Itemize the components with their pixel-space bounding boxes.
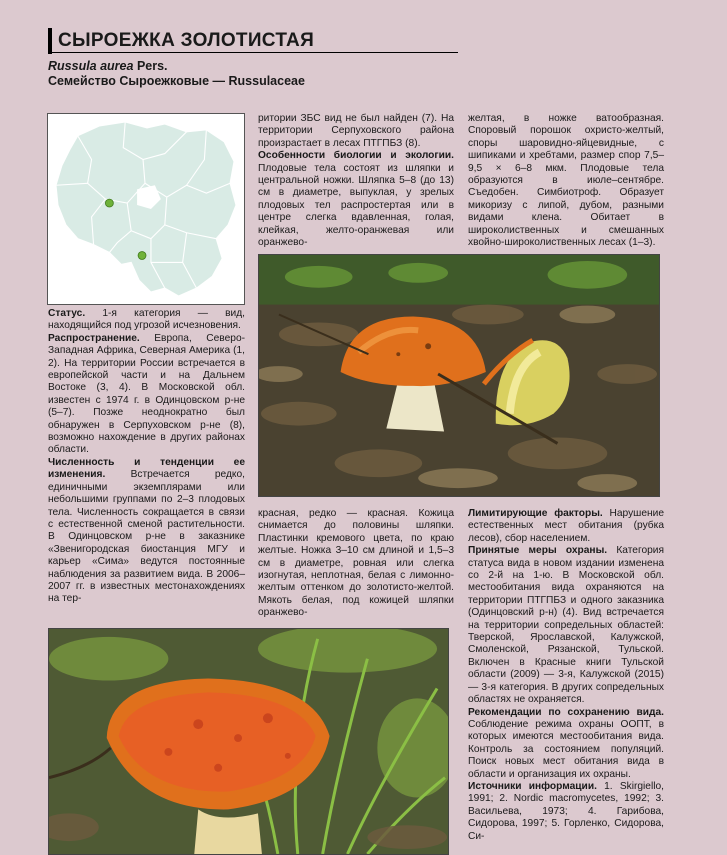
header	[48, 28, 458, 88]
col3-text: желтая, в ножке ватообразная. Споровый порошок охристо-желтый, споры шаровидно-яйцевидные, с шипиками и хребтами, размер спор 7,5–9,5 × 6–8 мкм. Плодовые тела образуются в июле–сентябре. Съедобен. Симбиотроф. Образует микоризу с липой, дубом, разными видами клена. Обитает в широколиственных и смешанных хвойно-широколиственных лесах (1–3).	[468, 113, 664, 249]
biology-paragraph	[258, 150, 454, 249]
limit-heading: Лимитирующие факторы.	[468, 508, 610, 519]
measures-text: Категория статуса вида в новом издании изменена со 2-й на 1-ю. В Московской обл. местообитания вида охраняются на территории ПТГПБЗ и одного заказника (Одинцовский р-н) (4). Вид встречается на территории сопредельных областей: Тверской, Ярославской, Калужской, Смоленской, Рязанской, Тульской. Включен в Красные книги Тульской области (2009) — 3-я, Калужской (2015) — 3-я категория. В других сопредельных областях не охраняется.	[468, 545, 664, 706]
status-text: 1-я категория — вид, находящийся под угрозой исчезновения.	[48, 308, 245, 332]
spread-heading: Распространение.	[48, 332, 155, 344]
header-rule	[48, 52, 458, 53]
biology-text: Плодовые тела состоят из шляпки и центральной ножки. Шляпка 5–8 (до 13) см в диаметре, выпуклая, у зрелых плодовых тел распростертая или в центре слегка вдавленная, голая, клейкая, желто-оранжевая или оранжево-	[258, 162, 454, 249]
spread-paragraph	[48, 333, 245, 457]
status-paragraph	[48, 308, 245, 333]
col2b-text: красная, редко — красная. Кожица снимается до половины шляпки. Пластинки кремового цвета, по краю желтые. Ножка 3–10 см длиной и 1,5–3 см в диаметре, ровная или слегка изогнутая, неплотная, белая с лимонно-желтым оттенком до золотисто-желтой. Мякоть белая, под кожицей шляпки оранжево-	[258, 508, 454, 619]
title-bar	[48, 28, 458, 54]
trend-heading: Численность и тенденции ее изменения.	[48, 456, 245, 481]
recommend-text: Соблюдение режима охраны ООПТ, в которых имеются местообитания вида. Контроль за состоянием популяций. Поиск новых мест обитания вида в области и организация их охраны.	[468, 718, 664, 780]
measures-paragraph	[468, 545, 664, 706]
moscow-region-map	[48, 114, 244, 304]
measures-heading: Принятые меры охраны.	[468, 545, 617, 557]
mushroom-illustration-1	[259, 255, 659, 496]
latin-author: Pers.	[136, 59, 168, 73]
column-2	[258, 113, 454, 249]
status-heading: Статус.	[48, 308, 103, 319]
col2-continued-text: ритории ЗБС вид не был найден (7). На территории Серпуховского района произрастает в лесах ПТГПБЗ (8).	[258, 113, 454, 149]
sources-paragraph	[468, 781, 664, 843]
sources-heading: Источники информации.	[468, 780, 605, 792]
latin-genus-species: Russula aurea	[48, 59, 137, 73]
mushroom-photo-top	[258, 254, 660, 497]
mushroom-photo-bottom	[48, 628, 449, 855]
location-odintsovo	[105, 199, 113, 207]
location-serpukhov	[138, 252, 146, 260]
recommend-paragraph	[468, 707, 664, 781]
latin-name	[48, 59, 458, 73]
family-name: Семейство Сыроежковые — Russulaceae	[48, 74, 305, 88]
mushroom-illustration-2	[49, 629, 448, 854]
limit-paragraph	[468, 508, 664, 545]
recommend-heading: Рекомендации по сохранению вида.	[468, 706, 664, 718]
page-title: СЫРОЕЖКА ЗОЛОТИСТАЯ	[58, 30, 315, 51]
column-3-lower	[468, 508, 664, 843]
column-2-lower	[258, 508, 454, 620]
region-shape	[56, 122, 236, 296]
column-3	[468, 113, 664, 249]
spread-text: Европа, Северо-Западная Африка, Северная Америка (1, 2). На территории России встречается в европейской части и на Дальнем Востоке (3, 4). В Московской обл. известен с 1974 г. в Одинцовском р-не (5–7). Позже неоднократно был обнаружен в Серпуховском р-не (8), возможно нахождение в других районах области.	[48, 332, 245, 456]
trend-text: Встречается редко, единичными экземплярами или небольшими группами по 2–3 плодовых тела. Численность сокращается в связи с естественной сменой растительности. В Одинцовском р-не в заказнике «Звенигородская биостанция МГУ и карьер «Сима» ведутся постоянные наблюдения за развитием вида. В 2006–2007 гг. в известных местонахождениях на тер-	[48, 469, 245, 605]
distribution-map	[47, 113, 245, 305]
trend-paragraph	[48, 457, 245, 606]
biology-heading: Особенности биологии и экологии.	[258, 150, 454, 162]
sources-text: 1. Skirgiello, 1991; 2. Nordic macromycetes, 1992; 3. Васильева, 1973; 4. Гарибова, Сидорова, 1997; 5. Горленко, Сидорова, Си-	[468, 780, 664, 842]
column-1	[48, 308, 245, 606]
limit-text: Нарушение естественных мест обитания (рубка лесов), сбор населением.	[468, 508, 664, 544]
